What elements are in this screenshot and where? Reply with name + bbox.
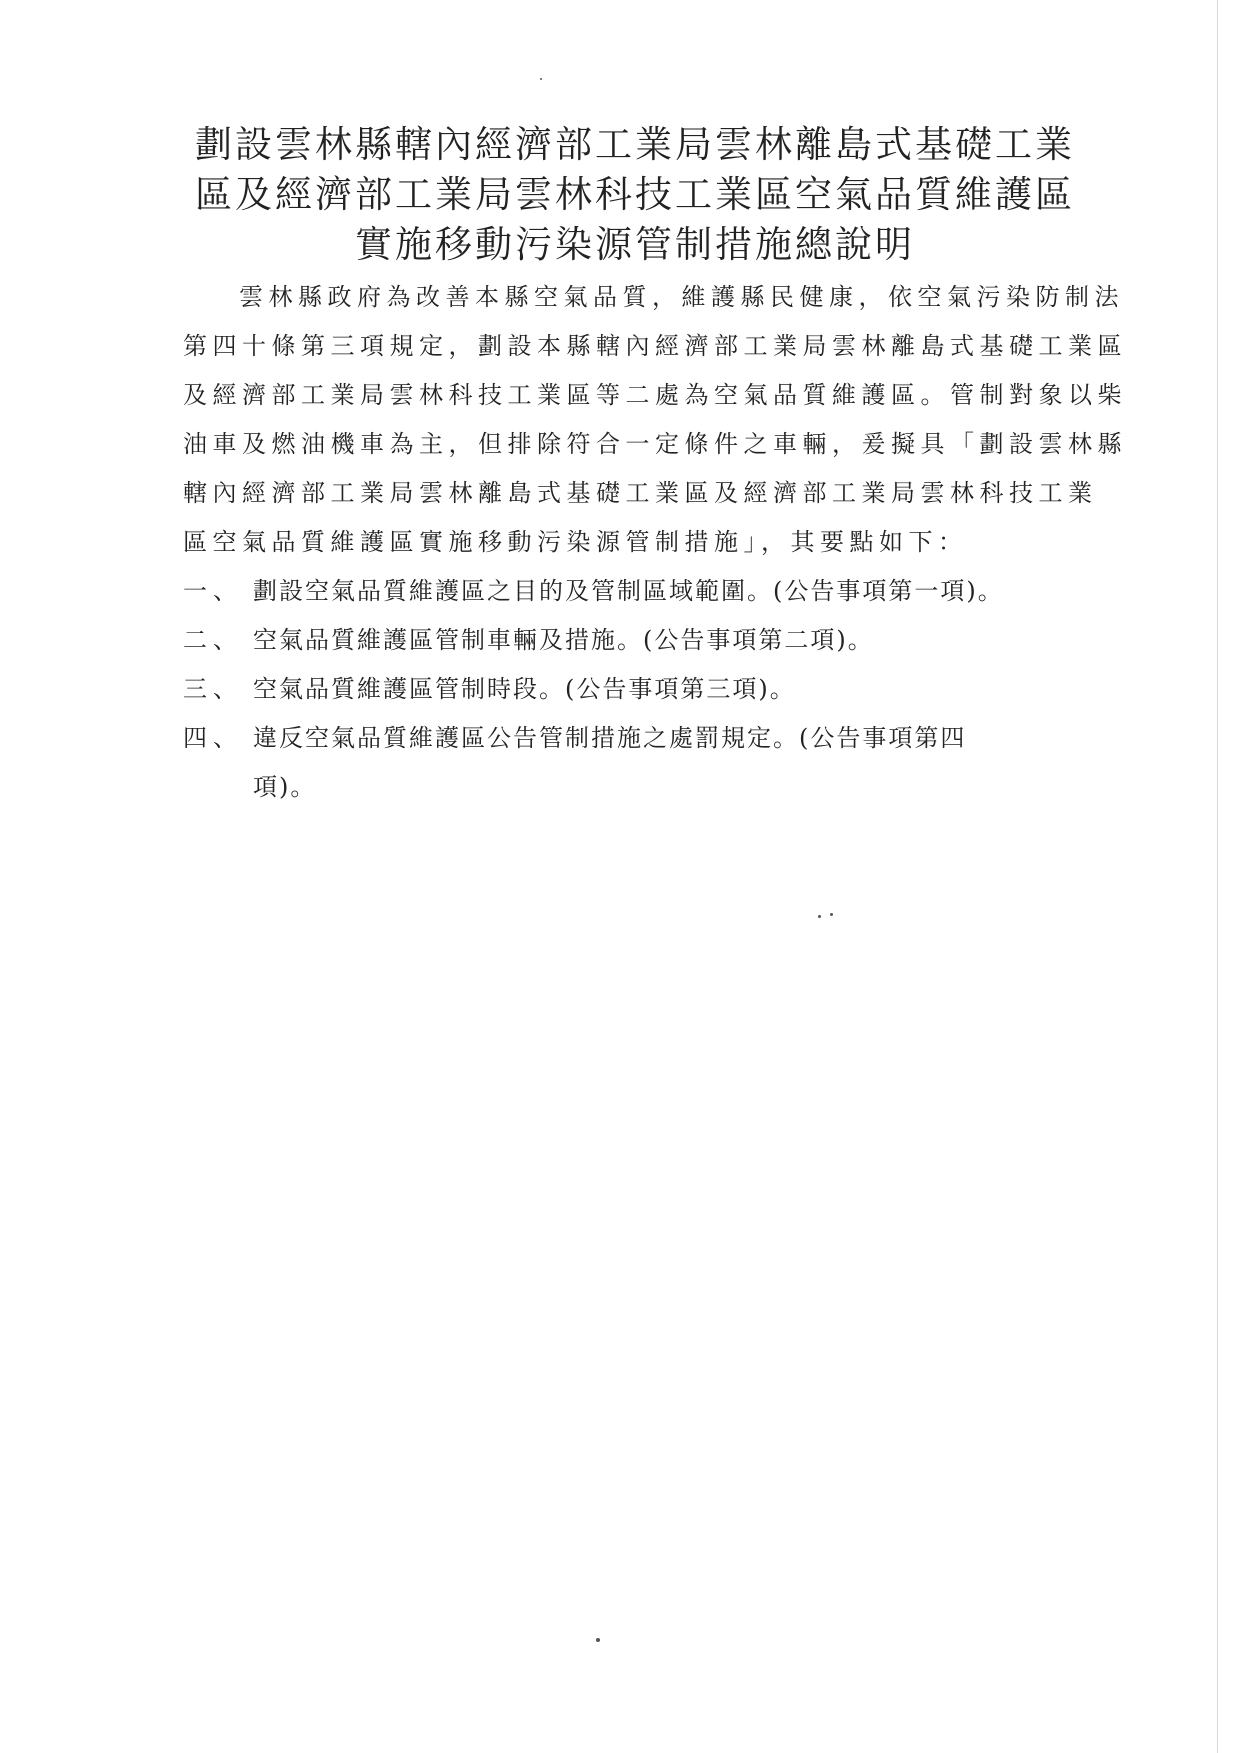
document-title: [170, 120, 1100, 270]
list-item: [183, 665, 1113, 714]
list-item-text: [253, 665, 1113, 714]
list-item-number: 一、: [183, 577, 243, 605]
intro-line-1: 雲林縣政府為改善本縣空氣品質，維護縣民健康，依空氣污染防制法: [239, 283, 1124, 311]
scan-speck: [830, 913, 833, 916]
list-item: [183, 616, 1113, 665]
scan-speck: [540, 78, 542, 80]
list-item-number: 二、: [183, 626, 243, 654]
intro-line-6: 區空氣品質維護區實施移動污染源管制措施」，其要點如下：: [183, 528, 968, 556]
points-list: [183, 567, 1113, 812]
list-item: [183, 714, 1113, 812]
list-item-text-line: 劃設空氣品質維護區之目的及管制區域範圍。(公告事項第一項)。: [253, 577, 1004, 605]
list-item-number: 三、: [183, 675, 243, 703]
list-item-number: 四、: [183, 724, 243, 752]
intro-line-4: 油車及燃油機車為主，但排除符合一定條件之車輛，爰擬具「劃設雲林縣: [183, 430, 1127, 458]
scan-speck: [596, 1638, 600, 1642]
scan-speck: [818, 915, 821, 918]
list-item-text-line: 空氣品質維護區管制車輛及措施。(公告事項第二項)。: [253, 626, 874, 654]
list-item-text: [253, 567, 1113, 616]
intro-line-3: 及經濟部工業局雲林科技工業區等二處為空氣品質維護區。管制對象以柴: [183, 381, 1127, 409]
intro-paragraph: [183, 273, 1127, 567]
list-item-text-line: 空氣品質維護區管制時段。(公告事項第三項)。: [253, 675, 796, 703]
list-item-text: [253, 616, 1113, 665]
list-item-text: [253, 714, 1113, 812]
scan-edge-line: [1217, 0, 1218, 1753]
list-item-text-line: 項)。: [253, 773, 317, 801]
title-line-2: 區及經濟部工業局雲林科技工業區空氣品質維護區: [195, 173, 1075, 216]
title-line-3: 實施移動污染源管制措施總說明: [355, 223, 915, 266]
intro-line-2: 第四十條第三項規定，劃設本縣轄內經濟部工業局雲林離島式基礎工業區: [183, 332, 1127, 360]
title-line-1: 劃設雲林縣轄內經濟部工業局雲林離島式基礎工業: [195, 123, 1075, 166]
list-item: [183, 567, 1113, 616]
intro-line-5: 轄內經濟部工業局雲林離島式基礎工業區及經濟部工業局雲林科技工業: [183, 479, 1098, 507]
list-item-text-line: 違反空氣品質維護區公告管制措施之處罰規定。(公告事項第四: [253, 724, 967, 752]
